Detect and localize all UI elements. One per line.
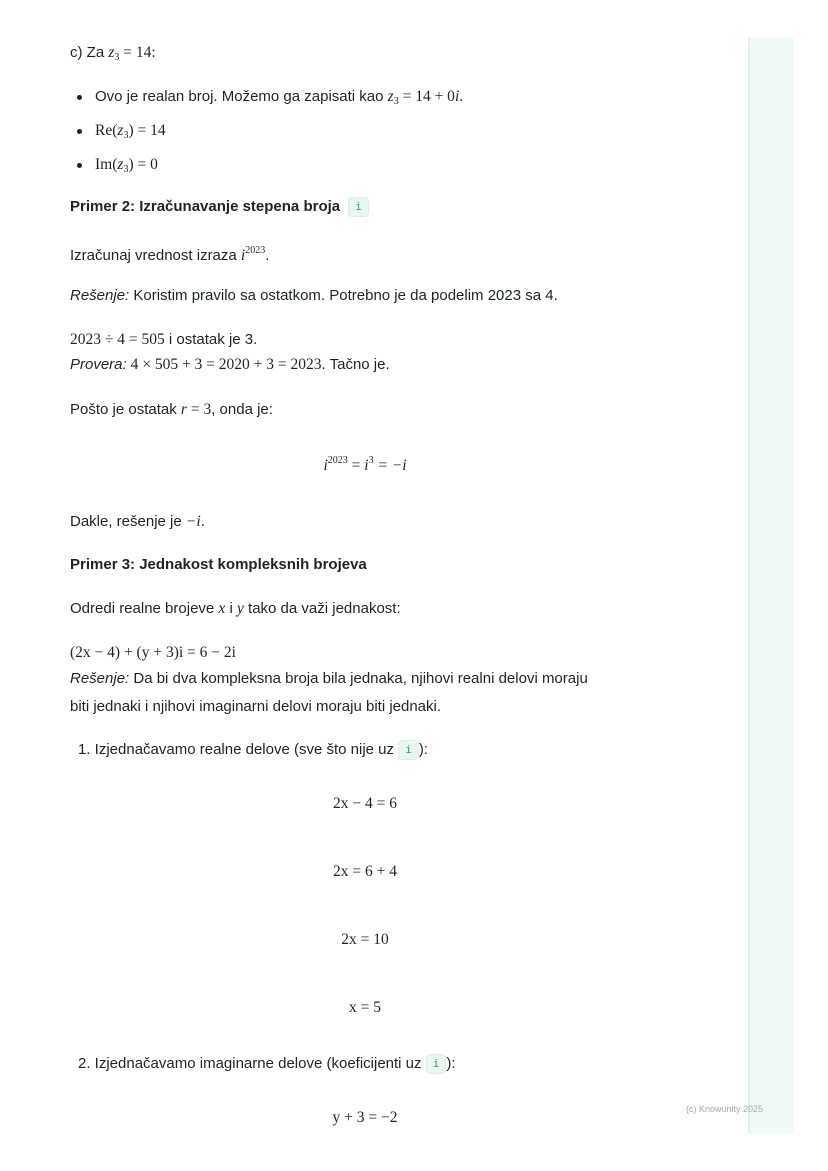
- primer2-division: 2023 ÷ 4 = 505 i ostatak je 3.: [70, 331, 258, 348]
- inline-code: i: [426, 1054, 447, 1074]
- bullet-icon: [77, 163, 82, 168]
- list-item: Ovo je realan broj. Možemo ga zapisati kao $z_3 = 14 + 0i$.: [70, 87, 463, 112]
- equation-step: 2x = 6 + 4: [333, 863, 397, 880]
- inline-code: i: [348, 197, 369, 217]
- equation-step: x = 5: [349, 999, 381, 1016]
- primer3-task: Odredi realne brojeve x i y tako da važi jednakost:: [70, 600, 401, 617]
- primer3-solution: Rešenje: Da bi dva kompleksna broja bila jednaka, njihovi realni delovi moraju: [70, 670, 588, 687]
- bullet-icon: [77, 129, 82, 134]
- list-item: $Re(z_3) = 14$: [70, 121, 166, 146]
- section-c-intro: c) Za $z_3 = 14$:: [70, 44, 156, 63]
- primer2-task: Izračunaj vrednost izraza $i^{2023}$.: [70, 245, 270, 264]
- step-1: 1. Izjednačavamo realne delove (sve što nije uz i ):: [78, 741, 428, 758]
- primer2-conclusion: Dakle, rešenje je −i.: [70, 513, 205, 530]
- equation-step: 2x − 4 = 6: [333, 795, 397, 812]
- footer-copyright: (c) Knowunity 2025: [686, 1104, 764, 1114]
- primer3-equation: (2x − 4) + (y + 3)i = 6 − 2i: [70, 644, 236, 661]
- primer2-since: Pošto je ostatak r = 3, onda je:: [70, 401, 273, 418]
- bullet-icon: [77, 95, 82, 100]
- equation-step: 2x = 10: [341, 931, 389, 948]
- side-panel: [748, 38, 794, 1134]
- equation-step: y + 3 = −2: [332, 1109, 398, 1126]
- primer2-heading: Primer 2: Izračunavanje stepena broja i: [70, 197, 369, 217]
- primer2-check: Provera: 4 × 505 + 3 = 2020 + 3 = 2023. Tačno je.: [70, 356, 390, 373]
- inline-code: i: [398, 740, 419, 760]
- step-2: 2. Izjednačavamo imaginarne delove (koeficijenti uz i ):: [78, 1055, 456, 1072]
- list-item: $Im(z_3) = 0$: [70, 155, 158, 180]
- primer3-heading: Primer 3: Jednakost kompleksnih brojeva: [70, 556, 367, 573]
- primer3-solution-cont: biti jednaki i njihovi imaginarni delovi moraju biti jednaki.: [70, 698, 442, 715]
- display-equation: $i^{2023} = i^3 = -i$: [323, 455, 407, 474]
- primer2-solution: Rešenje: Koristim pravilo sa ostatkom. Potrebno je da podelim 2023 sa 4.: [70, 287, 558, 304]
